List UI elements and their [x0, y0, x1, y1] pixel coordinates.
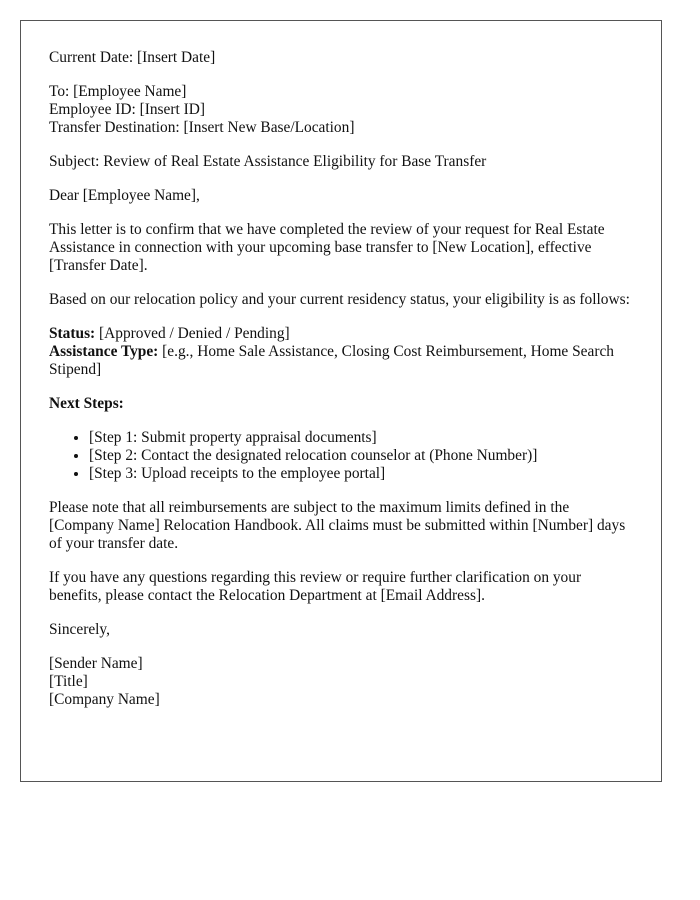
- status-line: [49, 325, 633, 343]
- reimbursement-note: Please note that all reimbursements are subject to the maximum limits defined in the [Company Name] Relocation Handbook. All claims must be submitted within [Number] days of your transfer date.: [49, 499, 626, 552]
- eligibility-details: [49, 325, 633, 379]
- next-step-item: • [Step 2: Contact the designated relocation counselor at (Phone Number)]: [89, 447, 633, 465]
- status-label: Status:: [49, 325, 96, 342]
- assistance-type-label: Assistance Type:: [49, 343, 159, 360]
- current-date: Current Date: [Insert Date]: [49, 49, 216, 66]
- subject-line: Subject: Review of Real Estate Assistance Eligibility for Base Transfer: [49, 153, 487, 170]
- recipient-to: To: [Employee Name]: [49, 83, 187, 100]
- intro-paragraph: This letter is to confirm that we have completed the review of your request for Real Estate Assistance in connection with your upcoming base transfer to [New Location], effective [Transfer Date].: [49, 221, 605, 274]
- salutation: Dear [Employee Name],: [49, 187, 200, 204]
- signature-block: [49, 655, 633, 709]
- status-value: [Approved / Denied / Pending]: [95, 325, 290, 342]
- questions-paragraph: If you have any questions regarding this review or require further clarification on your benefits, please contact the Relocation Department at [Email Address].: [49, 569, 582, 604]
- closing: Sincerely,: [49, 621, 110, 638]
- assistance-type-value: [e.g., Home Sale Assistance, Closing Cost Reimbursement, Home Search Stipend]: [49, 343, 614, 378]
- next-step-item: • [Step 3: Upload receipts to the employee portal]: [89, 465, 633, 483]
- recipient-block: [49, 83, 633, 137]
- recipient-employee-id: Employee ID: [Insert ID]: [49, 101, 205, 118]
- eligibility-intro: Based on our relocation policy and your current residency status, your eligibility is as follows:: [49, 291, 630, 308]
- sender-name: [Sender Name]: [49, 655, 143, 672]
- next-steps-heading: Next Steps:: [49, 395, 124, 412]
- next-steps-list: [49, 429, 633, 483]
- recipient-transfer-destination: Transfer Destination: [Insert New Base/Location]: [49, 119, 355, 136]
- sender-title: [Title]: [49, 673, 88, 690]
- sender-company: [Company Name]: [49, 691, 160, 708]
- next-step-item: • [Step 1: Submit property appraisal documents]: [89, 429, 633, 447]
- assistance-type-line: [49, 343, 633, 379]
- letter-page: [20, 20, 662, 782]
